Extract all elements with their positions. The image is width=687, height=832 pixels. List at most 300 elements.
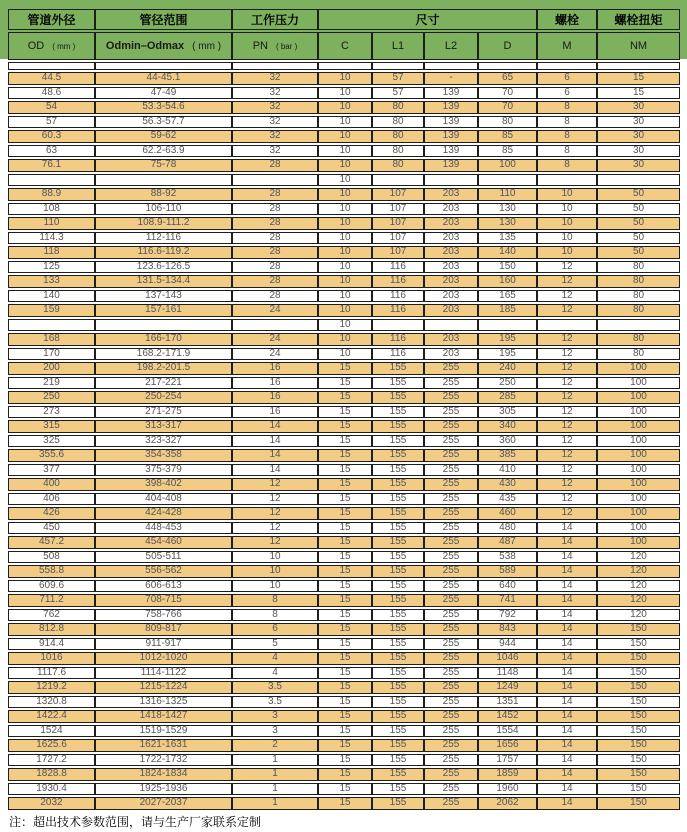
cell: 10 (232, 551, 318, 564)
cell: 1554 (478, 725, 537, 738)
column-label: C (341, 40, 349, 52)
cell: 6 (537, 72, 597, 85)
cell (597, 62, 680, 70)
cell: 155 (372, 464, 424, 477)
table-row (8, 435, 680, 448)
cell: 944 (478, 638, 537, 651)
table-row (8, 696, 680, 709)
cell (372, 62, 424, 70)
cell: 28 (232, 203, 318, 216)
table-row (8, 275, 680, 288)
cell (478, 174, 537, 187)
cell: 28 (232, 275, 318, 288)
table-row (8, 246, 680, 259)
table-row (8, 623, 680, 636)
header-col-0 (8, 32, 95, 60)
cell: 28 (232, 159, 318, 172)
cell (8, 319, 95, 332)
cell: 65 (478, 72, 537, 85)
cell: 1 (232, 797, 318, 810)
cell: 8 (537, 116, 597, 129)
cell: 8 (537, 159, 597, 172)
cell: 1046 (478, 652, 537, 665)
cell: 140 (478, 246, 537, 259)
cell: 130 (478, 217, 537, 230)
cell: 14 (537, 754, 597, 767)
cell: 203 (424, 348, 478, 361)
cell: 6 (537, 87, 597, 100)
cell: 1452 (478, 710, 537, 723)
spacer-row (8, 62, 680, 70)
cell: 108.9-111.2 (95, 217, 232, 230)
cell: 150 (597, 652, 680, 665)
cell: 100 (597, 435, 680, 448)
cell: 460 (478, 507, 537, 520)
cell: 448-453 (95, 522, 232, 535)
cell: 14 (537, 696, 597, 709)
table-row (8, 406, 680, 419)
cell: 15 (318, 420, 372, 433)
cell: 14 (537, 783, 597, 796)
cell: 24 (232, 304, 318, 317)
cell: 2062 (478, 797, 537, 810)
cell: 168.2-171.9 (95, 348, 232, 361)
cell: 255 (424, 435, 478, 448)
cell: 155 (372, 478, 424, 491)
cell: 150 (478, 261, 537, 274)
cell: 150 (597, 783, 680, 796)
cell: 16 (232, 362, 318, 375)
cell: 12 (537, 275, 597, 288)
cell: 155 (372, 623, 424, 636)
footnote: 注：超出技术参数范围，请与生产厂家联系定制 (9, 814, 262, 829)
cell: 1422.4 (8, 710, 95, 723)
cell: 12 (537, 507, 597, 520)
cell: 108 (8, 203, 95, 216)
cell: 255 (424, 594, 478, 607)
cell: 32 (232, 72, 318, 85)
cell: 435 (478, 493, 537, 506)
cell: 16 (232, 377, 318, 390)
table-row (8, 667, 680, 680)
cell: 100 (478, 159, 537, 172)
cell: 1 (232, 754, 318, 767)
cell (95, 174, 232, 187)
cell: 159 (8, 304, 95, 317)
cell: 12 (232, 536, 318, 549)
header-group-2: 工作压力 (232, 9, 318, 30)
cell: 15 (318, 565, 372, 578)
cell: 15 (318, 536, 372, 549)
separator-row (8, 174, 680, 187)
cell (537, 62, 597, 70)
cell: 155 (372, 435, 424, 448)
cell: 137-143 (95, 290, 232, 303)
table-row (8, 536, 680, 549)
cell (372, 319, 424, 332)
cell: 155 (372, 580, 424, 593)
cell: 255 (424, 652, 478, 665)
cell: 10 (537, 246, 597, 259)
table-row (8, 783, 680, 796)
cell: 155 (372, 652, 424, 665)
column-label: Odmin–Odmax (105, 40, 185, 52)
cell: 355.6 (8, 449, 95, 462)
cell: 15 (318, 464, 372, 477)
cell: 1757 (478, 754, 537, 767)
cell (424, 319, 478, 332)
cell: 914.4 (8, 638, 95, 651)
table-row (8, 580, 680, 593)
cell: 255 (424, 768, 478, 781)
cell: 508 (8, 551, 95, 564)
cell: 100 (597, 362, 680, 375)
cell: 100 (597, 449, 680, 462)
cell: 454-460 (95, 536, 232, 549)
table-row (8, 797, 680, 810)
table-row (8, 101, 680, 114)
cell: 80 (372, 116, 424, 129)
cell: 1016 (8, 652, 95, 665)
cell: 120 (597, 594, 680, 607)
table-row (8, 565, 680, 578)
cell: 255 (424, 754, 478, 767)
cell: 15 (318, 507, 372, 520)
cell: 30 (597, 145, 680, 158)
header-col-6 (478, 32, 537, 60)
cell: 12 (537, 449, 597, 462)
cell: 155 (372, 710, 424, 723)
cell: 505-511 (95, 551, 232, 564)
cell (537, 174, 597, 187)
cell: 155 (372, 609, 424, 622)
cell: 28 (232, 261, 318, 274)
cell: 255 (424, 710, 478, 723)
cell: 1727.2 (8, 754, 95, 767)
cell: 255 (424, 522, 478, 535)
cell: 80 (597, 348, 680, 361)
cell: 255 (424, 638, 478, 651)
cell: 150 (597, 638, 680, 651)
cell: 1148 (478, 667, 537, 680)
column-label: L1 (391, 40, 405, 52)
cell: 589 (478, 565, 537, 578)
cell: 10 (318, 130, 372, 143)
cell: 450 (8, 522, 95, 535)
cell: 56.3-57.7 (95, 116, 232, 129)
cell: 14 (232, 435, 318, 448)
cell: 30 (597, 116, 680, 129)
header-group-3: 尺寸 (318, 9, 537, 30)
cell: 14 (537, 609, 597, 622)
cell: 1722-1732 (95, 754, 232, 767)
cell: 255 (424, 449, 478, 462)
cell: 250-254 (95, 391, 232, 404)
cell: 88.9 (8, 188, 95, 201)
cell: 15 (318, 377, 372, 390)
column-unit: ( mm ) (192, 41, 222, 52)
cell: 1625.6 (8, 739, 95, 752)
cell: 15 (318, 449, 372, 462)
cell: 708-715 (95, 594, 232, 607)
cell: 15 (318, 551, 372, 564)
cell: 80 (372, 145, 424, 158)
cell: 100 (597, 406, 680, 419)
cell: 15 (318, 435, 372, 448)
cell: 155 (372, 406, 424, 419)
column-label: M (562, 40, 572, 52)
cell: 1 (232, 768, 318, 781)
cell: 360 (478, 435, 537, 448)
cell: 10 (232, 580, 318, 593)
column-unit: ( mm ) (52, 42, 76, 51)
cell (424, 174, 478, 187)
cell: 758-766 (95, 609, 232, 622)
cell: 155 (372, 594, 424, 607)
cell: 155 (372, 391, 424, 404)
cell: 8 (232, 609, 318, 622)
cell: 203 (424, 217, 478, 230)
cell: 609.6 (8, 580, 95, 593)
cell: 114.3 (8, 232, 95, 245)
cell: 15 (318, 754, 372, 767)
cell: 15 (318, 594, 372, 607)
cell: 150 (597, 797, 680, 810)
cell (318, 62, 372, 70)
cell: 285 (478, 391, 537, 404)
cell: 377 (8, 464, 95, 477)
cell: 14 (232, 449, 318, 462)
cell: 48.6 (8, 87, 95, 100)
cell: 54 (8, 101, 95, 114)
cell: 250 (8, 391, 95, 404)
cell: 12 (232, 522, 318, 535)
cell: 424-428 (95, 507, 232, 520)
cell: 165 (478, 290, 537, 303)
cell: 112-116 (95, 232, 232, 245)
cell: 155 (372, 783, 424, 796)
cell: 14 (537, 725, 597, 738)
cell: 8 (537, 130, 597, 143)
cell: 155 (372, 725, 424, 738)
cell: 762 (8, 609, 95, 622)
cell: 255 (424, 464, 478, 477)
pipe-spec-table (8, 7, 680, 812)
cell: 15 (318, 696, 372, 709)
cell: 457.2 (8, 536, 95, 549)
cell: 100 (597, 522, 680, 535)
cell: 155 (372, 681, 424, 694)
cell: 10 (318, 87, 372, 100)
cell: 8 (537, 145, 597, 158)
cell: 1316-1325 (95, 696, 232, 709)
cell: 255 (424, 797, 478, 810)
cell: 12 (537, 290, 597, 303)
cell: 155 (372, 449, 424, 462)
cell: 70 (478, 101, 537, 114)
cell (95, 319, 232, 332)
cell: 170 (8, 348, 95, 361)
cell: 100 (597, 493, 680, 506)
cell: 150 (597, 681, 680, 694)
cell: 325 (8, 435, 95, 448)
cell (232, 174, 318, 187)
cell: 130 (478, 203, 537, 216)
table-row (8, 145, 680, 158)
cell: 139 (424, 130, 478, 143)
cell (232, 319, 318, 332)
cell: 1320.8 (8, 696, 95, 709)
cell: 15 (318, 580, 372, 593)
cell: 116 (372, 275, 424, 288)
cell: 59-62 (95, 130, 232, 143)
cell: 10 (318, 72, 372, 85)
cell: 32 (232, 101, 318, 114)
header-column-row (8, 32, 680, 60)
cell: 155 (372, 565, 424, 578)
cell: 131.5-134.4 (95, 275, 232, 288)
cell: 3.5 (232, 696, 318, 709)
cell: 4 (232, 652, 318, 665)
cell: 203 (424, 304, 478, 317)
table-row (8, 464, 680, 477)
cell: 305 (478, 406, 537, 419)
cell: 116 (372, 333, 424, 346)
cell: 80 (372, 130, 424, 143)
cell: 133 (8, 275, 95, 288)
table-row (8, 594, 680, 607)
cell: 139 (424, 101, 478, 114)
table-header (8, 9, 680, 60)
cell: 10 (537, 217, 597, 230)
cell: 10 (318, 116, 372, 129)
cell: 10 (318, 145, 372, 158)
cell: 155 (372, 754, 424, 767)
cell: 80 (597, 304, 680, 317)
cell: 556-562 (95, 565, 232, 578)
cell: 135 (478, 232, 537, 245)
cell: 110 (8, 217, 95, 230)
table-row (8, 478, 680, 491)
cell: 155 (372, 739, 424, 752)
cell: 430 (478, 478, 537, 491)
cell: 76.1 (8, 159, 95, 172)
cell: 1219.2 (8, 681, 95, 694)
header-col-3 (318, 32, 372, 60)
cell: 15 (318, 623, 372, 636)
column-unit: ( bar ) (275, 42, 298, 51)
cell: 12 (537, 464, 597, 477)
cell: 106-110 (95, 203, 232, 216)
cell: 32 (232, 145, 318, 158)
cell: 255 (424, 696, 478, 709)
cell: 4 (232, 667, 318, 680)
cell (478, 62, 537, 70)
cell: 741 (478, 594, 537, 607)
cell: 255 (424, 377, 478, 390)
cell: 200 (8, 362, 95, 375)
cell: 14 (537, 768, 597, 781)
cell: 14 (537, 667, 597, 680)
column-label: D (503, 40, 512, 52)
cell: 3.5 (232, 681, 318, 694)
cell: 480 (478, 522, 537, 535)
cell: 255 (424, 725, 478, 738)
table-row (8, 681, 680, 694)
cell: 150 (597, 623, 680, 636)
cell: 10 (318, 261, 372, 274)
cell: 150 (597, 739, 680, 752)
cell: 53.3-54.6 (95, 101, 232, 114)
cell: 12 (232, 478, 318, 491)
cell: 80 (478, 116, 537, 129)
cell: 195 (478, 333, 537, 346)
cell: 30 (597, 130, 680, 143)
cell: 155 (372, 768, 424, 781)
cell (232, 62, 318, 70)
cell: 12 (537, 478, 597, 491)
cell: 203 (424, 261, 478, 274)
cell: 255 (424, 609, 478, 622)
cell: 711.2 (8, 594, 95, 607)
cell: 240 (478, 362, 537, 375)
cell: 10 (318, 304, 372, 317)
cell: 14 (537, 522, 597, 535)
cell: 15 (318, 391, 372, 404)
table-row (8, 507, 680, 520)
cell: 100 (597, 377, 680, 390)
cell: 155 (372, 667, 424, 680)
cell: 12 (537, 493, 597, 506)
cell: 255 (424, 783, 478, 796)
cell: 14 (232, 464, 318, 477)
header-group-4: 螺栓 (537, 9, 597, 30)
cell: 313-317 (95, 420, 232, 433)
cell: 155 (372, 522, 424, 535)
cell: 100 (597, 464, 680, 477)
cell: 15 (318, 739, 372, 752)
table-row (8, 638, 680, 651)
cell: 385 (478, 449, 537, 462)
cell: 50 (597, 217, 680, 230)
cell: 57 (372, 72, 424, 85)
cell: 150 (597, 725, 680, 738)
table-row (8, 710, 680, 723)
cell: 15 (318, 768, 372, 781)
cell: 32 (232, 87, 318, 100)
cell: 150 (597, 754, 680, 767)
cell: 110 (478, 188, 537, 201)
header-group-5: 螺栓扭矩 (597, 9, 680, 30)
cell: 400 (8, 478, 95, 491)
table-row (8, 420, 680, 433)
cell: 398-402 (95, 478, 232, 491)
cell: 809-817 (95, 623, 232, 636)
cell: 1656 (478, 739, 537, 752)
cell: 10 (318, 217, 372, 230)
cell: 139 (424, 145, 478, 158)
cell: 155 (372, 420, 424, 433)
table-body (8, 62, 680, 810)
cell: 85 (478, 130, 537, 143)
cell: 139 (424, 159, 478, 172)
cell: 10 (318, 246, 372, 259)
cell: 203 (424, 203, 478, 216)
cell: 5 (232, 638, 318, 651)
cell: 404-408 (95, 493, 232, 506)
table-row (8, 116, 680, 129)
header-group-row (8, 9, 680, 30)
